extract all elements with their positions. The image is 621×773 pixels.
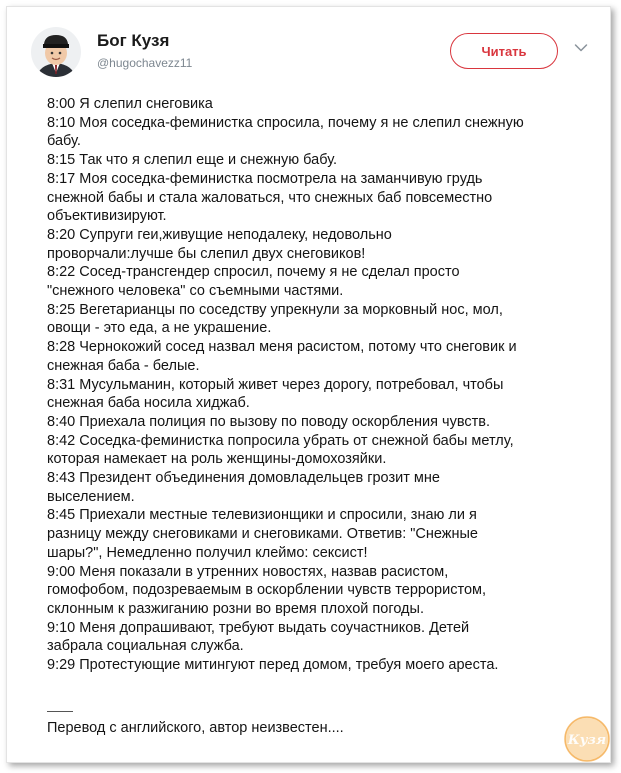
tweet-line: 8:42 Соседка-феминистка попросила убрать от снежной бабы метлу, xyxy=(47,432,514,449)
tweet-line: шары?", Немедленно получил клеймо: сексист! xyxy=(47,544,368,561)
tweet-line: 8:00 Я слепил снеговика xyxy=(47,96,213,112)
avatar-icon xyxy=(31,27,81,77)
tweet-line: проворчали:лучше бы слепил двух снеговиков! xyxy=(47,245,366,262)
tweet-line: снежная баба носила хиджаб. xyxy=(47,395,250,412)
divider xyxy=(47,711,73,712)
tweet-line: снежная баба - белые. xyxy=(47,357,200,374)
tweet-line: 8:40 Приехала полиция по вызову по поводу оскорбления чувств. xyxy=(47,413,490,430)
tweet-line: 8:43 Президент объединения домовладельцев грозит мне xyxy=(47,470,440,487)
footer-note: Перевод с английского, автор неизвестен.... xyxy=(47,720,344,736)
tweet-line: объективизируют. xyxy=(47,208,167,225)
tweet-text xyxy=(47,95,595,675)
tweet-line: 8:15 Так что я слепил еще и снежную бабу. xyxy=(47,152,338,169)
tweet-line: 9:29 Протестующие митингуют перед домом, требуя моего ареста. xyxy=(47,657,499,674)
svg-text:Кузя: Кузя xyxy=(567,733,607,748)
tweet-line: забрала социальная служба. xyxy=(47,638,244,655)
tweet-line: которая намекает на роль женщины-домохозяйки. xyxy=(47,451,387,468)
tweet-line: 8:28 Чернокожий сосед назвал меня расистом, потому что снеговик и xyxy=(47,339,517,356)
logo-icon xyxy=(563,715,611,763)
display-name[interactable]: Бог Кузя xyxy=(97,31,170,50)
tweet-line: 8:17 Моя соседка-феминистка посмотрела на заманчивую грудь xyxy=(47,170,483,187)
tweet-line: бабу. xyxy=(47,133,81,150)
tweet-line: 8:25 Вегетарианцы по соседству упрекнули за морковный нос, мол, xyxy=(47,301,503,318)
tweet-line: 9:00 Меня показали в утренних новостях, назвав расистом, xyxy=(47,563,449,580)
follow-button[interactable]: Читать xyxy=(450,33,558,69)
tweet-line: 8:45 Приехали местные телевизионщики и спросили, знаю ли я xyxy=(47,507,477,524)
tweet-line: 8:10 Моя соседка-феминистка спросила, почему я не слепил снежную xyxy=(47,114,524,131)
tweet-line: 8:22 Сосед-трансгендер спросил, почему я не сделал просто xyxy=(47,264,460,281)
tweet-line: гомофобом, подозреваемым в оскорблении чувств террористом, xyxy=(47,582,487,599)
chevron-down-icon[interactable] xyxy=(574,43,588,53)
tweet-card xyxy=(6,6,611,763)
tweet-line: снежной бабы и стала жаловаться, что снежных баб повсеместно xyxy=(47,189,493,206)
avatar[interactable] xyxy=(31,27,81,77)
tweet-line: склонным к разжиганию розни во время плохой погоды. xyxy=(47,600,424,617)
tweet-line: разницу между снеговиками и снеговиками. Ответив: "Снежные xyxy=(47,526,478,543)
user-handle[interactable]: @hugochavezz11 xyxy=(97,56,193,70)
tweet-line: овощи - это еда, а не украшение. xyxy=(47,320,272,337)
tweet-line: 9:10 Меня допрашивают, требуют выдать соучастников. Детей xyxy=(47,619,470,636)
tweet-line: "снежного человека" со съемными частями. xyxy=(47,283,344,300)
watermark-logo xyxy=(563,715,611,763)
tweet-line: 8:31 Мусульманин, который живет через дорогу, потребовал, чтобы xyxy=(47,376,504,393)
tweet-line: выселением. xyxy=(47,488,135,505)
tweet-line: 8:20 Супруги геи,живущие неподалеку, недовольно xyxy=(47,226,392,243)
